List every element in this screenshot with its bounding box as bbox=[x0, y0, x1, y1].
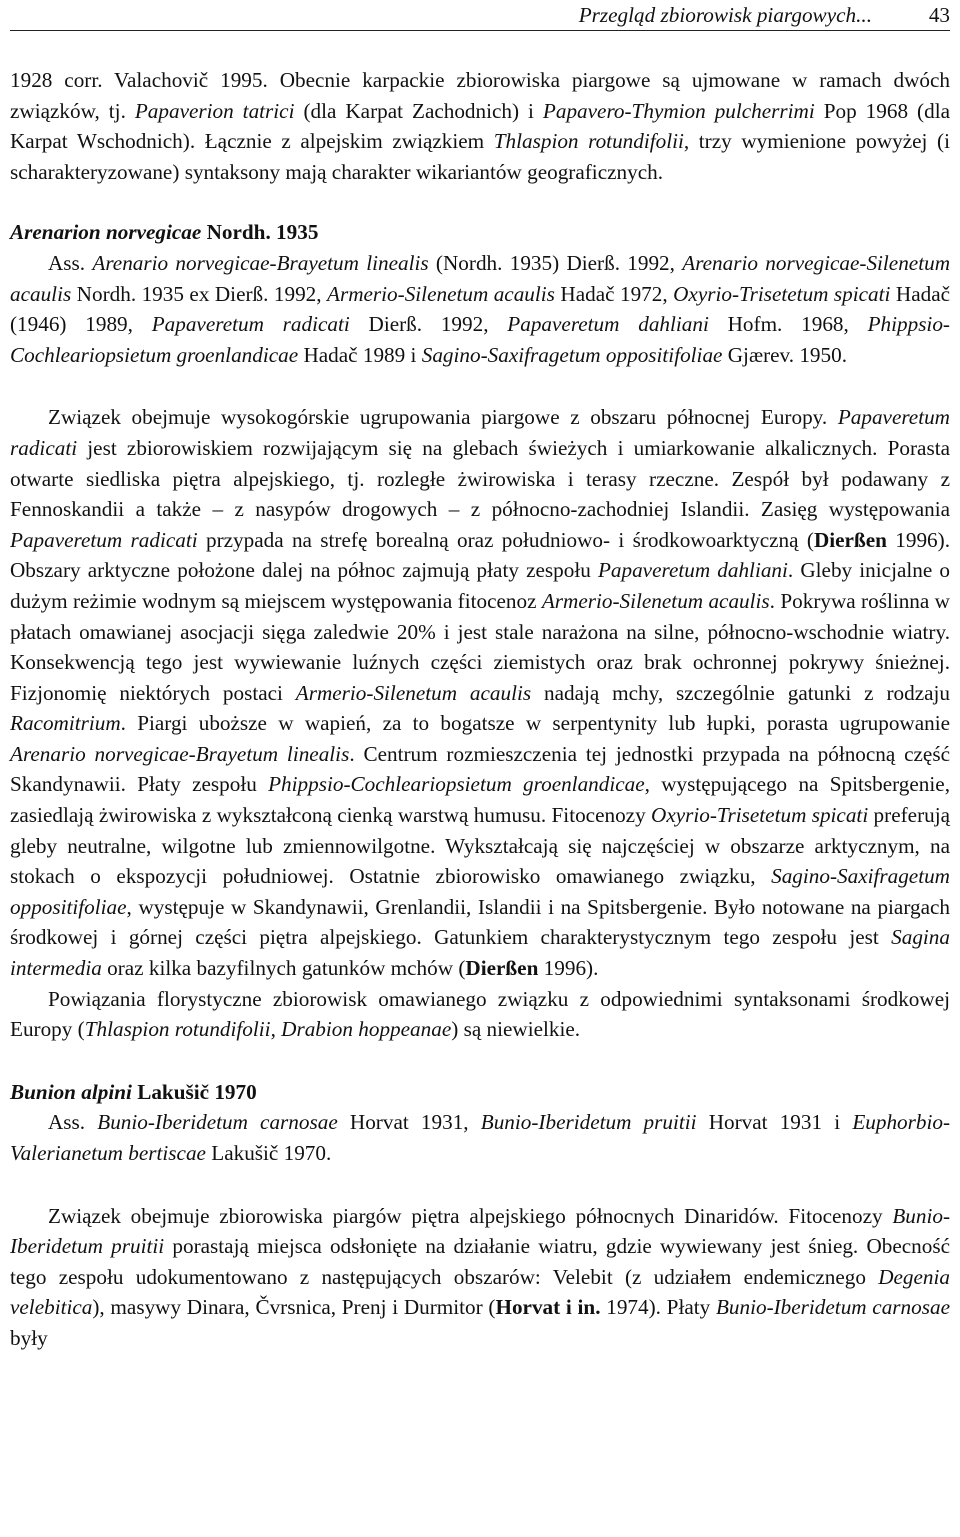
associations-list-arenarion: Ass. Arenario norvegicae-Brayetum linealis (Nordh. 1935) Dierß. 1992, Arenario norvegicae-Silenetum acaulis Nordh. 1935 ex Dierß. 1992, Armerio-Silenetum acaulis Hadač 1972, Oxyrio-Trisetetum spicati Hadač (1946) 1989, Papaveretum radicati Dierß. 1992, Papaveretum dahliani Hofm. 1968, Phippsio-Cochleariopsietum groenlandicae Hadač 1989 i Sagino-Saxifragetum oppositifoliae Gjærev. 1950. bbox=[10, 250, 951, 367]
intro-paragraph: 1928 corr. Valachovič 1995. Obecnie karpackie zbiorowiska piargowe są ujmowane w ramach dwóch związków, tj. Papaverion tatrici (dla Karpat Zachodnich) i Papavero-Thymion pulcherrimi Pop 1968 (dla Karpat Wschodnich). Łącznie z alpejskim związkiem Thlaspion rotundifolii, trzy wymienione powyżej (i scharakteryzowane) syntaksony mają charakter wikariantów geograficznych. bbox=[10, 68, 950, 184]
page-number: 43 bbox=[928, 3, 950, 27]
relations-paragraph-arenarion: Powiązania florystyczne zbiorowisk omawianego związku z odpowiednimi syntaksonami środkowej Europy (Thlaspion rotundifolii, Drabion hoppeanae) są niewielkie. bbox=[10, 986, 950, 1042]
header-title: Przegląd zbiorowisk piargowych... bbox=[578, 3, 872, 27]
description-paragraph-arenarion: Związek obejmuje wysokogórskie ugrupowania piargowe z obszaru północnej Europy. Papaveretum radicati jest zbiorowiskiem rozwijającym się na glebach świeżych i umiarkowanie alkalicznych. Porasta otwarte siedliska piętra alpejskiego, tj. rozległe żwirowiska i terasy rzeczne. Zespół był podawany z Fennoskandii a także – z nasypów drogowych – z północno-zachodniej Islandii. Zasięg występowania Papaveretum radicati przypada na strefę borealną oraz południowo- i środkowoarktyczną (Dierßen 1996). Obszary arktyczne położone dalej na północ zajmują płaty zespołu Papaveretum dahliani. Gleby inicjalne o dużym reżimie wodnym są miejscem występowania fitocenoz Armerio-Silenetum acaulis. Pokrywa roślinna w płatach omawianej asocjacji sięga zaledwie 20% i jest stale narażona na silne, północno-wschodnie wiatry. Konsekwencją tego jest wywiewanie luźnych części ziemistych oraz brak ochronnej pokrywy śnieżnej. Fizjonomię niektórych postaci Armerio-Silenetum acaulis nadają mchy, szczególnie gatunki z rodzaju Racomitrium. Piargi uboższe w wapień, za to bogatsze w serpentynity lub łupki, porasta ugrupowanie Arenario norvegicae-Brayetum linealis. Centrum rozmieszczenia tej jednostki przypada na północną część Skandynawii. Płaty zespołu Phippsio-Cochleariopsietum groenlandicae, występującego na Spitsbergenie, zasiedlają żwirowiska z wykształconą cienką warstwą humusu. Fitocenozy Oxyrio-Trisetetum spicati preferują gleby neutralne, wilgotne lub zmiennowilgotne. Wykształcają się najczęściej w obszarze arktycznym, na stokach o ekspozycji południowej. Ostatnie zbiorowisko omawianego związku, Sagino-Saxifragetum oppositifoliae, występuje w Skandynawii, Grenlandii, Islandii i na Spitsbergenie. Było notowane na piargach środkowej i górnej części piętra alpejskiego. Gatunkiem charakterystycznym tego zespołu jest Sagina intermedia oraz kilka bazyfilnych gatunków mchów (Dierßen 1996). bbox=[10, 405, 951, 981]
alliance-heading-bunion: Bunion alpini Lakušič 1970 bbox=[10, 1079, 257, 1104]
associations-list-bunion: Ass. Bunio-Iberidetum carnosae Horvat 1931, Bunio-Iberidetum pruitii Horvat 1931 i Euphorbio-Valerianetum bertiscae Lakušič 1970. bbox=[10, 1110, 951, 1165]
document-page bbox=[10, 0, 950, 1354]
running-header bbox=[10, 0, 950, 31]
description-paragraph-bunion: Związek obejmuje zbiorowiska piargów piętra alpejskiego północnych Dinaridów. Fitocenozy Bunio-Iberidetum pruitii porastają miejsca odsłonięte na działanie wiatru, gdzie wywiewany jest śnieg. Obecność tego zespołu udokumentowano z następujących obszarów: Velebit (z udziałem endemicznego Degenia velebitica), masywy Dinara, Čvrsnica, Prenj i Durmitor (Horvat i in. 1974). Płaty Bunio-Iberidetum carnosae były bbox=[10, 1203, 950, 1350]
alliance-heading-arenarion: Arenarion norvegicae Nordh. 1935 bbox=[10, 220, 319, 245]
